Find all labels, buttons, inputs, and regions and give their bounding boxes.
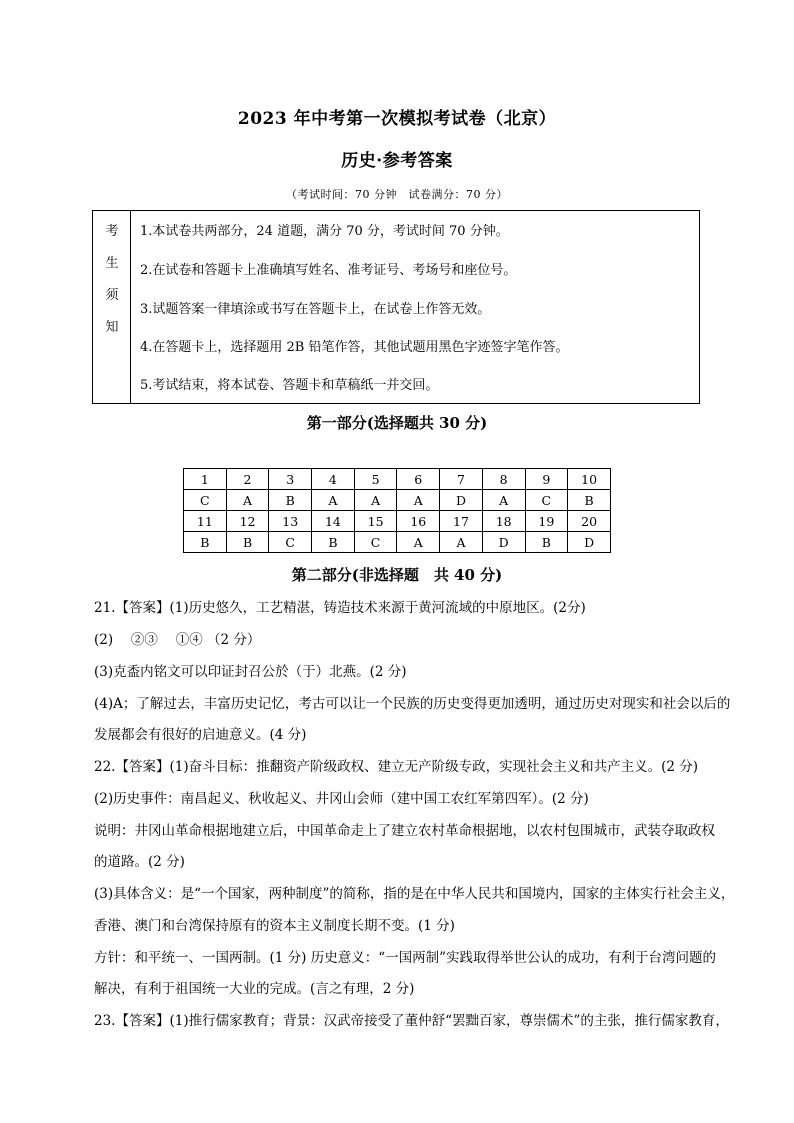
answer-cell: C — [269, 532, 312, 553]
part1-title: 第一部分(选择题共 30 分) — [306, 414, 488, 432]
question-number-cell: 9 — [525, 469, 568, 490]
answer-line: 香港、澳门和台湾保持原有的资本主义制度长期不变。(1 分) — [94, 918, 455, 934]
answer-cell: A — [226, 490, 269, 511]
answer-line: (2)历史事件：南昌起义、秋收起义、井冈山会师（建中国工农红军第四军）。(2 分) — [94, 791, 589, 807]
answer-cell: B — [226, 532, 269, 553]
question-number-cell: 13 — [269, 511, 312, 532]
answer-cell: B — [525, 532, 568, 553]
notice-label-char: 生 — [105, 256, 119, 271]
answer-line: 发展都会有很好的启迪意义。(4 分) — [94, 727, 307, 743]
answer-line: 的道路。(2 分) — [94, 854, 185, 870]
question-number-cell: 18 — [482, 511, 525, 532]
question-number-cell: 11 — [184, 511, 227, 532]
question-number-cell: 19 — [525, 511, 568, 532]
notice-label-char: 须 — [105, 288, 119, 303]
notice-item: 5.考试结束，将本试卷、答题卡和草稿纸一并交回。 — [140, 378, 439, 393]
document-title: 2023 年中考第一次模拟考试卷（北京） — [237, 109, 557, 129]
answer-cell: B — [269, 490, 312, 511]
answer-line: 22.【答案】(1)奋斗目标：推翻资产阶级政权、建立无产阶级专政，实现社会主义和共产主义。(2 分) — [94, 759, 699, 775]
answer-cell: D — [568, 532, 611, 553]
table-row — [184, 532, 611, 553]
answer-line: 解决，有利于祖国统一大业的完成。(言之有理，2 分) — [94, 981, 415, 997]
question-number-cell: 17 — [440, 511, 483, 532]
answer-line: (2) ②③ ①④ （2 分） — [94, 632, 261, 648]
answer-line: 21.【答案】(1)历史悠久，工艺精湛，铸造技术来源于黄河流域的中原地区。(2分) — [94, 600, 586, 616]
question-number-cell: 6 — [397, 469, 440, 490]
question-number-cell: 2 — [226, 469, 269, 490]
answer-cell: A — [440, 532, 483, 553]
exam-info: （考试时间：70 分钟 试卷满分：70 分） — [286, 188, 508, 201]
answer-cell: D — [482, 532, 525, 553]
document-subtitle: 历史·参考答案 — [341, 151, 453, 171]
question-number-cell: 14 — [312, 511, 355, 532]
answer-cell: C — [354, 532, 397, 553]
answer-cell: A — [482, 490, 525, 511]
notice-label-char: 知 — [105, 320, 119, 335]
question-number-cell: 7 — [440, 469, 483, 490]
notice-item: 1.本试卷共两部分，24 道题，满分 70 分，考试时间 70 分钟。 — [140, 224, 509, 239]
answer-line: (3)克盉内铭文可以印证封召公於（于）北燕。(2 分) — [94, 664, 407, 680]
question-number-cell: 3 — [269, 469, 312, 490]
answer-line: 说明：井冈山革命根据地建立后，中国革命走上了建立农村革命根据地，以农村包围城市，武装夺取政权 — [94, 823, 715, 839]
question-number-cell: 12 — [226, 511, 269, 532]
answer-cell: B — [184, 532, 227, 553]
question-number-cell: 4 — [312, 469, 355, 490]
question-number-cell: 15 — [354, 511, 397, 532]
notice-label — [93, 211, 131, 403]
notice-item: 2.在试卷和答题卡上准确填写姓名、准考证号、考场号和座位号。 — [140, 263, 517, 278]
question-number-cell: 1 — [184, 469, 227, 490]
question-number-cell: 10 — [568, 469, 611, 490]
question-number-cell: 5 — [354, 469, 397, 490]
answer-cell: B — [568, 490, 611, 511]
table-row — [184, 490, 611, 511]
answer-cell: B — [312, 532, 355, 553]
notice-item: 3.试题答案一律填涂或书写在答题卡上，在试卷上作答无效。 — [140, 302, 491, 317]
part2-title: 第二部分(非选择题 共 40 分) — [291, 566, 503, 584]
answer-cell: A — [354, 490, 397, 511]
table-row — [184, 469, 611, 490]
question-number-cell: 8 — [482, 469, 525, 490]
answer-cell: A — [312, 490, 355, 511]
answer-line: (4)A；了解过去，丰富历史记忆，考古可以让一个民族的历史变得更加透明，通过历史对现实和社会以后的 — [94, 696, 731, 712]
answer-cell: A — [397, 532, 440, 553]
answer-cell: A — [397, 490, 440, 511]
question-number-cell: 16 — [397, 511, 440, 532]
question-number-cell: 20 — [568, 511, 611, 532]
notice-label-char: 考 — [105, 224, 119, 239]
choice-answer-table — [183, 468, 611, 553]
candidate-notice-box — [92, 210, 700, 404]
answer-line: 23.【答案】(1)推行儒家教育；背景：汉武帝接受了董仲舒“罢黜百家，尊崇儒术”的主张，推行儒家教育， — [94, 1013, 729, 1029]
answer-cell: D — [440, 490, 483, 511]
table-row — [184, 511, 611, 532]
notice-item: 4.在答题卡上，选择题用 2B 铅笔作答，其他试题用黑色字迹签字笔作答。 — [140, 340, 569, 355]
answer-line: 方针：和平统一、一国两制。(1 分) 历史意义：“一国两制”实践取得举世公认的成功，有利于台湾问题的 — [94, 950, 717, 966]
answer-line: (3)具体含义：是“一个国家，两种制度”的简称，指的是在中华人民共和国境内，国家的主体实行社会主义， — [94, 886, 735, 902]
answer-cell: C — [184, 490, 227, 511]
answer-cell: C — [525, 490, 568, 511]
